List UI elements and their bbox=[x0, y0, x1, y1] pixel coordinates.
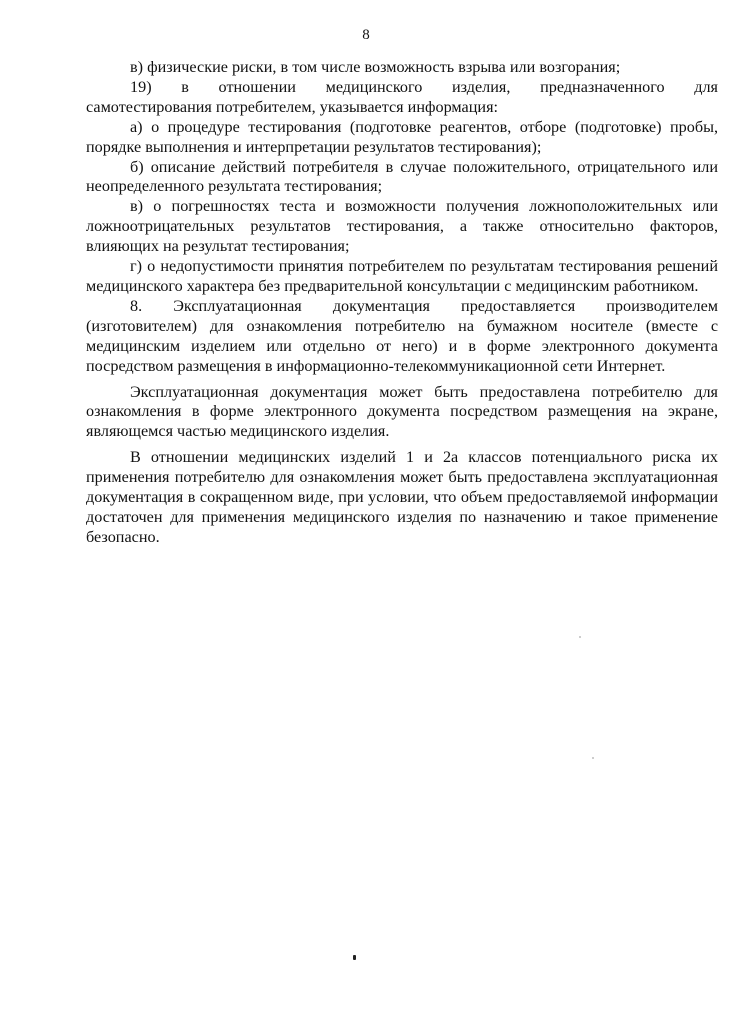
scan-speck bbox=[592, 757, 594, 759]
paragraph-physical-risks: в) физические риски, в том числе возможность взрыва или возгорания; bbox=[130, 58, 621, 76]
paragraph-self-testing-line-2: самотестирования потребителем, указывается информация: bbox=[86, 97, 499, 116]
paragraph-abbreviated-documentation: В отношении медицинских изделий 1 и 2а классов потенциального риска их применения потребителю для ознакомления может быть предоставлена эксплуатационная документация в сокращенном виде, при условии, что объем предоставляемой информации достаточен для применения медицинского изделия по назначению и такое применение безопасно. bbox=[86, 448, 718, 546]
paragraph-self-testing-line-1: 19) в отношении медицинского изделия, предназначенного для bbox=[130, 77, 718, 96]
scan-mark bbox=[353, 955, 356, 960]
paragraph-self-testing-intro bbox=[86, 78, 718, 118]
page-number: 8 bbox=[362, 27, 370, 43]
document-body bbox=[86, 58, 718, 548]
paragraph-documentation-provision: 8. Эксплуатационная документация предоставляется производителем (изготовителем) для ознакомления потребителю на бумажном носителе (вместе с медицинским изделием или отдельно от него) и в форме электронного документа посредством размещения в информационно-телекоммуникационной сети Интернет. bbox=[86, 296, 718, 375]
paragraph-test-errors: в) о погрешностях теста и возможности получения ложноположительных или ложноотрицательных результатов тестирования, а также относительно факторов, влияющих на результат тестирования; bbox=[86, 197, 718, 256]
paragraph-electronic-documentation: Эксплуатационная документация может быть предоставлена потребителю для ознакомления в форме электронного документа посредством размещения на экране, являющемся частью медицинского изделия. bbox=[86, 382, 718, 441]
paragraph-testing-procedure: а) о процедуре тестирования (подготовке реагентов, отборе (подготовке) пробы, порядке выполнения и интерпретации результатов тестирования); bbox=[86, 117, 718, 156]
paragraph-decision-restriction: г) о недопустимости принятия потребителем по результатам тестирования решений медицинского характера без предварительной консультации с медицинским работником. bbox=[86, 257, 718, 295]
scan-speck bbox=[579, 636, 581, 638]
paragraph-consumer-actions: б) описание действий потребителя в случае положительного, отрицательного или неопределенного результата тестирования; bbox=[86, 157, 718, 196]
